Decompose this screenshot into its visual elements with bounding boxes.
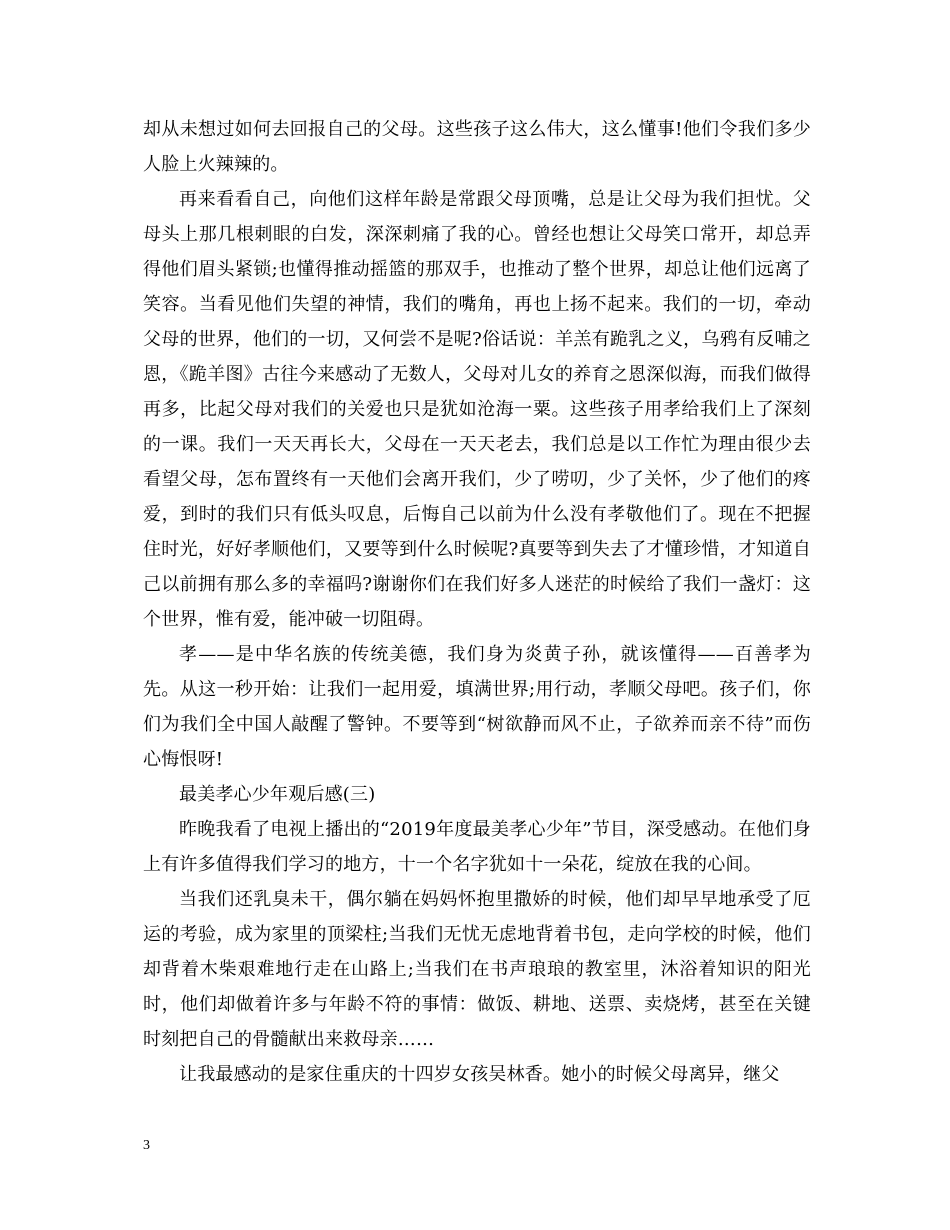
paragraph-continuation: 却从未想过如何去回报自己的父母。这些孩子这么伟大，这么懂事!他们令我们多少人脸上火辣辣的。 bbox=[143, 119, 811, 175]
page-number: 3 bbox=[143, 1138, 150, 1153]
paragraph-comparison: 当我们还乳臭未干，偶尔躺在妈妈怀抱里撒娇的时候，他们却早早地承受了厄运的考验，成为家里的顶梁柱;当我们无忧无虑地背着书包，走向学校的时候，他们却背着木柴艰难地行走在山路上;当我们在书声琅琅的教室里，沐浴着知识的阳光时，他们却做着许多与年龄不符的事情：做饭、耕地、送票、卖烧烤，甚至在关键时刻把自己的骨髓献出来救母亲…… bbox=[143, 889, 811, 1050]
paragraph-filial-piety: 孝——是中华名族的传统美德，我们身为炎黄子孙，就该懂得——百善孝为先。从这一秒开始：让我们一起用爱，填满世界;用行动，孝顺父母吧。孩子们，你们为我们全中国人敲醒了警钟。不要等到“树欲静而风不止，子欲养而亲不待”而伤心悔恨呀! bbox=[143, 644, 811, 770]
section-heading: 最美孝心少年观后感(三) bbox=[179, 784, 376, 805]
document-body bbox=[143, 112, 811, 1092]
paragraph-program-intro: 昨晚我看了电视上播出的“2019年度最美孝心少年”节目，深受感动。在他们身上有许多值得我们学习的地方，十一个名字犹如十一朵花，绽放在我的心间。 bbox=[143, 819, 811, 875]
paragraph-story-start: 让我最感动的是家住重庆的十四岁女孩吴林香。她小的时候父母离异，继父 bbox=[179, 1064, 780, 1085]
paragraph-reflection: 再来看看自己，向他们这样年龄是常跟父母顶嘴，总是让父母为我们担忧。父母头上那几根刺眼的白发，深深刺痛了我的心。曾经也想让父母笑口常开，却总弄得他们眉头紧锁;也懂得推动摇篮的那双手，也推动了整个世界，却总让他们远离了笑容。当看见他们失望的神情，我们的嘴角，再也上扬不起来。我们的一切，牵动父母的世界，他们的一切，又何尝不是呢?俗话说：羊羔有跪乳之义，乌鸦有反哺之恩，《跪羊图》古往今来感动了无数人，父母对儿女的养育之恩深似海，而我们做得再多，比起父母对我们的关爱也只是犹如沧海一粟。这些孩子用孝给我们上了深刻的一课。我们一天天再长大，父母在一天天老去，我们总是以工作忙为理由很少去看望父母，怎布置终有一天他们会离开我们，少了唠叨，少了关怀，少了他们的疼爱，到时的我们只有低头叹息，后悔自己以前为什么没有孝敬他们了。现在不把握住时光，好好孝顺他们，又要等到什么时候呢?真要等到失去了才懂珍惜，才知道自己以前拥有那么多的幸福吗?谢谢你们在我们好多人迷茫的时候给了我们一盏灯：这个世界，惟有爱，能冲破一切阻碍。 bbox=[143, 189, 811, 630]
